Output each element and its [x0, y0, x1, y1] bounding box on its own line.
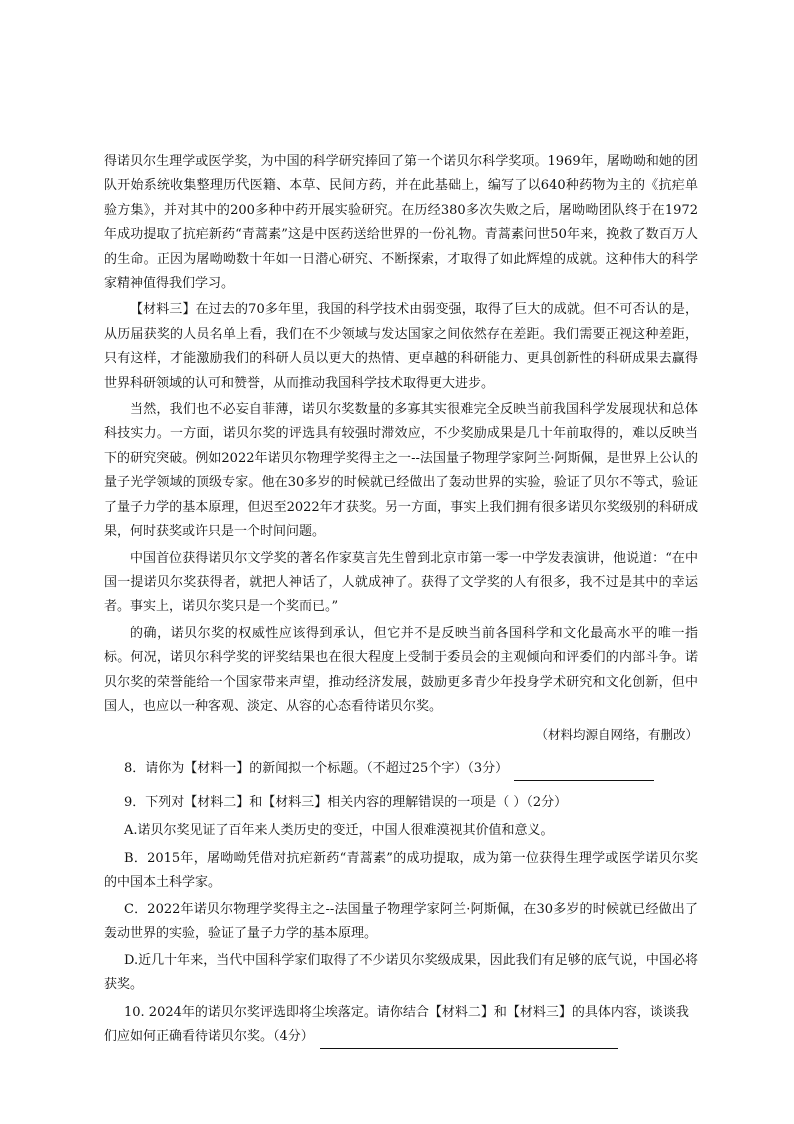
passage-paragraph-5: 的确，诺贝尔奖的权威性应该得到承认，但它并不是反映当前各国科学和文化最高水平的唯一指标。何况，诺贝尔科学奖的评奖结果也在很大程度上受制于委员会的主观倾向和评委们的内部斗争。诺贝尔奖的荣誉能给一个国家带来声望，推动经济发展，鼓励更多青少年投身学术研究和文化创新，但中国人，也应以一种客观、淡定、从容的心态看待诺贝尔奖。	[104, 625, 698, 714]
question-9-option-d[interactable]: D.近几十年来，当代中国科学家们取得了不少诺贝尔奖级成果，因此我们有足够的底气说，中国必将获奖。	[104, 953, 698, 992]
question-8	[104, 757, 698, 781]
question-8-answer-blank[interactable]	[514, 764, 654, 781]
question-9-text: 9．下列对【材料二】和【材料三】相关内容的理解错误的一项是（ ）（2分）	[124, 795, 568, 811]
passage-paragraph-1: 得诺贝尔生理学或医学奖，为中国的科学研究捧回了第一个诺贝尔科学奖项。1969年，屠呦呦和她的团队开始系统收集整理历代医籍、本草、民间方药，并在此基础上，编写了以640种药物为主的《抗疟单验方集》，并对其中的200多种中药开展实验研究。在历经380多次失败之后，屠呦呦团队终于在1972年成功提取了抗疟新药“青蒿素”这是中医药送给世界的一份礼物。青蒿素问世50年来，挽救了数百万人的生命。正因为屠呦呦数十年如一日潜心研究、不断探索，才取得了如此辉煌的成就。这种伟大的科学家精神值得我们学习。	[104, 154, 698, 292]
question-9	[104, 791, 698, 815]
question-8-text: 8．请你为【材料一】的新闻拟一个标题。（不超过25个字）（3分）	[124, 761, 509, 777]
passage-paragraph-3: 当然，我们也不必妄自菲薄，诺贝尔奖数量的多寡其实很难完全反映当前我国科学发展现状和总体科技实力。一方面，诺贝尔奖的评选具有较强时滞效应，不少奖励成果是几十年前取得的，难以反映当下的研究突破。例如2022年诺贝尔物理学奖得主之一--法国量子物理学家阿兰·阿斯佩，是世界上公认的量子光学领域的顶级专家。他在30多岁的时候就已经做出了轰动世界的实验，验证了贝尔不等式，验证了量子力学的基本原理，但迟至2022年才获奖。另一方面，事实上我们拥有很多诺贝尔奖级别的科研成果，何时获奖或许只是一个时间问题。	[104, 402, 698, 540]
question-9-option-b[interactable]: B．2015年，屠呦呦凭借对抗疟新药“青蒿素”的成功提取，成为第一位获得生理学或医学诺贝尔奖的中国本土科学家。	[104, 850, 698, 890]
exam-page	[104, 150, 698, 1049]
question-9-option-a[interactable]: A.诺贝尔奖见证了百年来人类历史的变迁，中国人很难漠视其价值和意义。	[124, 823, 554, 839]
question-10	[104, 1001, 698, 1049]
passage-paragraph-4: 中国首位获得诺贝尔文学奖的著名作家莫言先生曾到北京市第一零一中学发表演讲，他说道：“在中国一提诺贝尔奖获得者，就把人神话了，人就成神了。获得了文学奖的人有很多，我不过是其中的幸运者。事实上，诺贝尔奖只是一个奖而已。”	[104, 550, 698, 615]
material-three-paragraph: 【材料三】在过去的70多年里，我国的科学技术由弱变强，取得了巨大的成就。但不可否认的是，从历届获奖的人员名单上看，我们在不少领域与发达国家之间依然存在差距。我们需要正视这种差距，只有这样，才能激励我们的科研人员以更大的热情、更卓越的科研能力、更具创新性的科研成果去赢得世界科研领域的认可和赞誉，从而推动我国科学技术取得更大进步。	[104, 302, 698, 391]
source-note: （材料均源自网络，有删改）	[535, 727, 698, 743]
question-9-option-c[interactable]: C．2022年诺贝尔物理学奖得主之--法国量子物理学家阿兰·阿斯佩，在30多岁的时候就已经做出了轰动世界的实验，验证了量子力学的基本原理。	[104, 902, 698, 941]
question-10-text: 10. 2024年的诺贝尔奖评选即将尘埃落定。请你结合【材料二】和【材料三】的具体内容，谈谈我们应如何正确看待诺贝尔奖。（4分）	[104, 1004, 689, 1044]
question-10-answer-blank[interactable]	[320, 1032, 618, 1049]
